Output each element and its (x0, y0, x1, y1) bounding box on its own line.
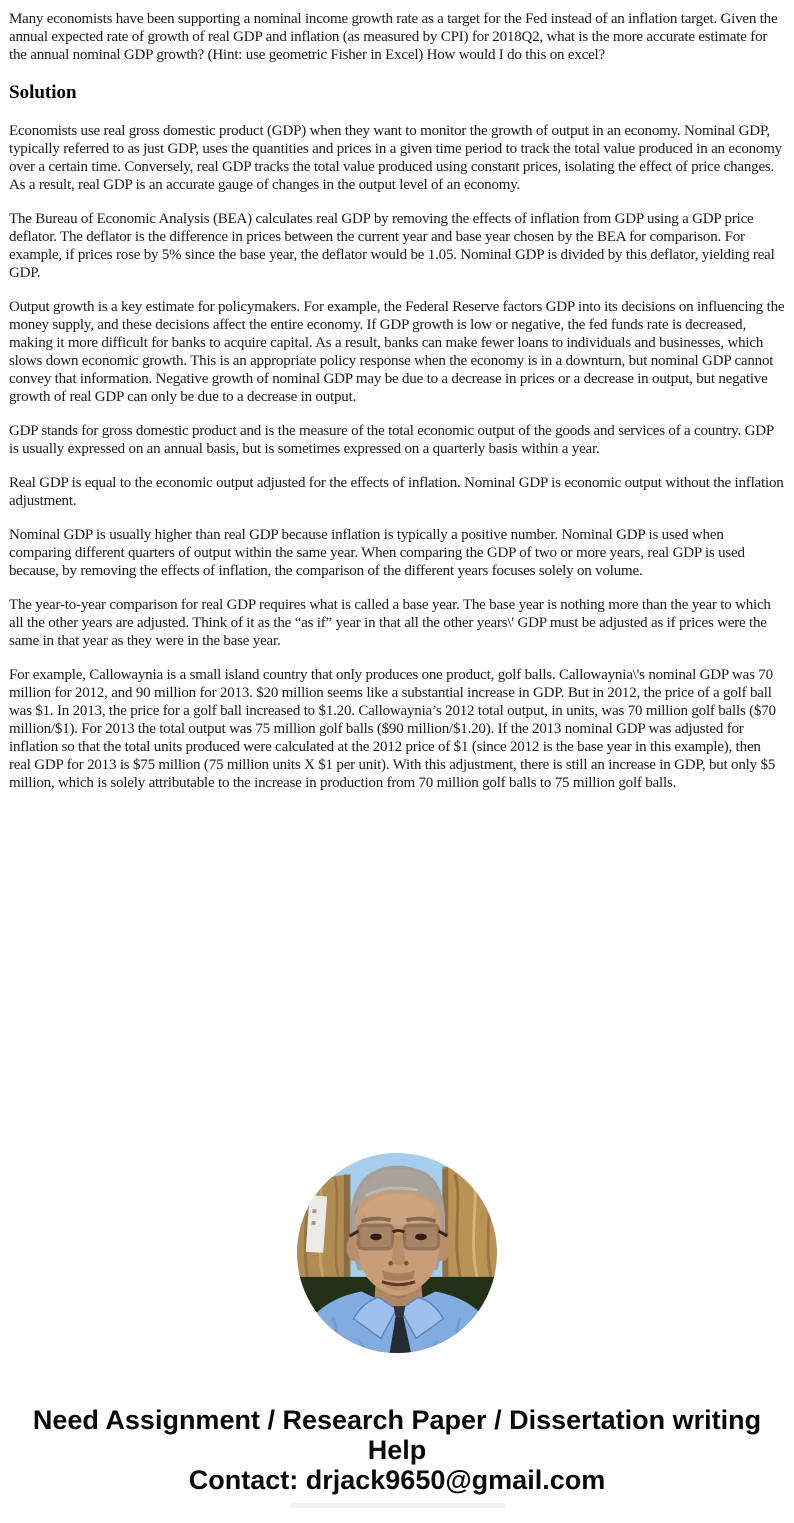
footer-help-heading (9, 1405, 785, 1495)
footer-help-text: Need Assignment / Research Paper / Dissertation writing Help (32, 1405, 762, 1465)
faint-watermark (290, 1503, 505, 1508)
solution-heading: Solution (9, 82, 77, 103)
solution-paragraph: GDP stands for gross domestic product and is the measure of the total economic output of the goods and services of a country. GDP is usually expressed on an annual basis, but is sometimes expressed on a quarterly basis within a year. (9, 423, 774, 457)
solution-paragraph: Output growth is a key estimate for policymakers. For example, the Federal Reserve factors GDP into its decisions on influencing the money supply, and these decisions affect the entire economy. If GDP growth is low or negative, the fed funds rate is decreased, making it more difficult for banks to acquire capital. As a result, banks can make fewer loans to individuals and businesses, which slows down economic growth. This is an appropriate policy response when the economy is in a downturn, but nominal GDP cannot convey that information. Negative growth of nominal GDP may be due to a decrease in prices or a decrease in output, but negative growth of real GDP can only be due to a decrease in output. (9, 299, 785, 405)
footer-contact-text: Contact: drjack9650@gmail.com (188, 1465, 606, 1495)
solution-paragraph: Nominal GDP is usually higher than real GDP because inflation is typically a positive number. Nominal GDP is used when comparing different quarters of output within the same year. When comparing the GDP of two or more years, real GDP is used because, by removing the effects of inflation, the comparison of the different years focuses solely on volume. (9, 527, 745, 579)
text-block (9, 10, 785, 1153)
solution-paragraphs (9, 122, 785, 792)
solution-paragraph: Economists use real gross domestic product (GDP) when they want to monitor the growth of output in an economy. Nominal GDP, typically referred to as just GDP, uses the quantities and prices in a given time period to track the total value produced in an economy over a certain time. Conversely, real GDP tracks the total value produced using constant prices, isolating the effect of price changes. As a result, real GDP is an accurate gauge of changes in the output level of an economy. (9, 123, 782, 193)
author-photo (297, 1153, 497, 1353)
solution-paragraph: Real GDP is equal to the economic output adjusted for the effects of inflation. Nominal GDP is economic output without the inflation adjustment. (9, 475, 784, 509)
solution-paragraph: The year-to-year comparison for real GDP requires what is called a base year. The base year is nothing more than the year to which all the other years are adjusted. Think of it as the “as if” year in that all the other years\' GDP must be adjusted as if prices were the same in that year as they were in the base year. (9, 597, 771, 649)
solution-paragraph: The Bureau of Economic Analysis (BEA) calculates real GDP by removing the effects of inflation from GDP using a GDP price deflator. The deflator is the difference in prices between the current year and base year chosen by the BEA for comparison. For example, if prices rose by 5% since the base year, the deflator would be 1.05. Nominal GDP is divided by this deflator, yielding real GDP. (9, 211, 775, 281)
solution-paragraph: For example, Callowaynia is a small island country that only produces one product, golf balls. Callowaynia\'s nominal GDP was 70 million for 2012, and 90 million for 2013. $20 million seems like a substantial increase in GDP. But in 2012, the price of a golf ball was $1. In 2013, the price for a golf ball increased to $1.20. Callowaynia’s 2012 total output, in units, was 70 million golf balls ($70 million/$1). For 2013 the total output was 75 million golf balls ($90 million/$1.20). If the 2013 nominal GDP was adjusted for inflation so that the total units produced were calculated at the 2012 price of $1 (since 2012 is the base year in this example), then real GDP for 2013 is $75 million (75 million units X $1 per unit). With this adjustment, there is still an increase in GDP, but only $5 million, which is solely attributable to the increase in production from 70 million golf balls to 75 million golf balls. (9, 667, 776, 791)
question-paragraph: Many economists have been supporting a nominal income growth rate as a target for the Fed instead of an inflation target. Given the annual expected rate of growth of real GDP and inflation (as measured by CPI) for 2018Q2, what is the more accurate estimate for the annual nominal GDP growth? (Hint: use geometric Fisher in Excel) How would I do this on excel? (9, 11, 778, 63)
tutor-photo-icon (297, 1153, 497, 1353)
